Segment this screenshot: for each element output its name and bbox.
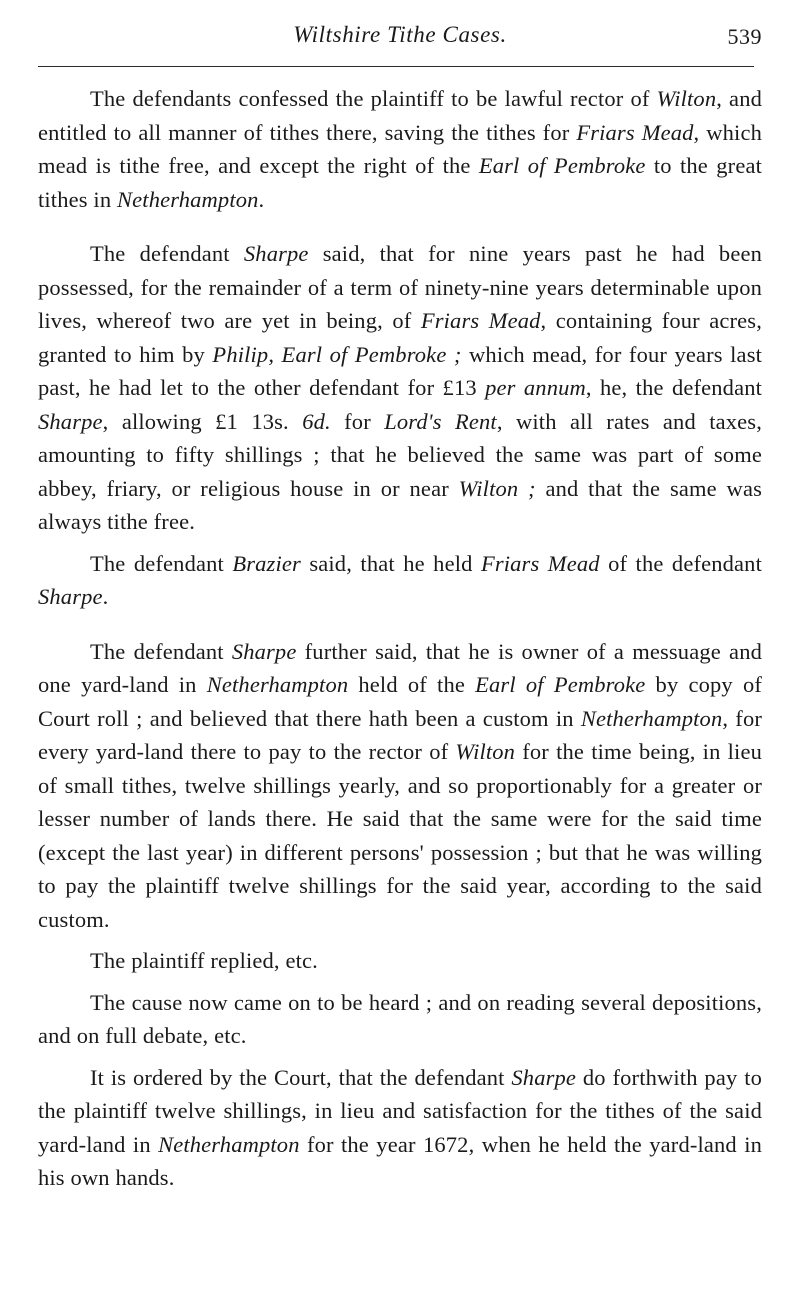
text-run: said, that for nine years past he had been possessed, for the remainder of a term of ninety-nine years determinable upon lives, whereof two are yet in being, of [38, 241, 762, 333]
text-run: , and entitled to all manner of tithes there, saving the tithes for [38, 86, 762, 145]
text-run: The defendant [90, 241, 244, 266]
running-head [38, 18, 762, 58]
italic-text: Friars Mead [576, 119, 694, 145]
text-run: held of the [348, 672, 476, 697]
italic-text: Netherhampton [206, 672, 349, 697]
text-run: , which mead is tithe free, and except the right of the [38, 119, 762, 178]
text-run: , containing four acres, granted to him by [38, 308, 762, 367]
text-run: for the year 1672, when he held the yard-land in his own hands. [38, 1131, 762, 1190]
text-run: The defendant [90, 550, 233, 576]
italic-text: Earl of Pembroke [478, 153, 646, 178]
italic-text: Sharpe [38, 584, 103, 609]
paragraph-sharpe-lease [38, 237, 762, 539]
italic-text: Sharpe [511, 1064, 577, 1090]
text-run: , allowing £1 13s. [102, 408, 303, 434]
italic-text: Earl of Pembroke [475, 672, 646, 697]
italic-text: Sharpe [243, 241, 309, 266]
italic-text: Friars Mead [480, 550, 600, 576]
paragraph-reply [38, 944, 762, 978]
text-run: of the defendant [599, 550, 762, 576]
text-run: , with all rates and taxes, amounting to fifty shillings ; that he believed the same was part of some abbey, friary, or religious house in or near [38, 408, 762, 501]
header-rule [38, 66, 754, 67]
running-title: Wiltshire Tithe Cases. [293, 22, 507, 47]
italic-text: Sharpe [231, 638, 297, 664]
text-run: , he, the defendant [585, 375, 763, 400]
text-run: by copy of Court roll ; and believed that there hath been a custom in [38, 672, 763, 731]
text-run: It is ordered by the Court, that the defendant [90, 1064, 512, 1090]
text-run: for [330, 408, 385, 434]
italic-text: Philip, Earl of Pembroke ; [212, 341, 462, 367]
text-run: said, that he held [300, 550, 481, 576]
paragraph-brazier [38, 547, 762, 614]
text-run: The defendants confessed the plaintiff to be lawful rector of [90, 86, 657, 111]
paragraph-order [38, 1061, 762, 1195]
italic-text: Netherhampton [158, 1131, 300, 1157]
italic-text: Sharpe [38, 408, 103, 434]
body-text [38, 82, 762, 1195]
text-run: The cause now came on to be heard ; and on reading several depositions, and on full debate, etc. [38, 989, 762, 1048]
italic-text: Brazier [232, 550, 301, 576]
italic-text: per annum [485, 375, 586, 400]
paragraph-confession [38, 82, 762, 216]
text-run: The plaintiff replied, etc. [90, 948, 318, 973]
paragraph-hearing [38, 986, 762, 1053]
text-run: which mead, for four years last past, he had let to the other defendant for £13 [38, 341, 762, 400]
text-run: . [102, 584, 109, 609]
text-run: . [258, 186, 265, 212]
paragraph-custom [38, 635, 762, 937]
text-run: , for every yard-land there to pay to the rector of [38, 705, 762, 764]
text-run: further said, that he is owner of a messuage and one yard-land in [38, 638, 762, 697]
italic-text: Friars Mead [420, 308, 541, 333]
text-run: do forthwith pay to the plaintiff twelve shillings, in lieu and satisfaction for the tithes of the said yard-land in [38, 1064, 762, 1157]
page-number: 539 [727, 24, 762, 49]
italic-text: Wilton [656, 86, 717, 111]
italic-text: Netherhampton [117, 186, 259, 212]
italic-text: Wilton ; [458, 475, 536, 501]
text-run: The defendant [90, 638, 232, 664]
text-run: to the great tithes in [38, 153, 762, 212]
text-run: and that the same was always tithe free. [38, 475, 762, 534]
italic-text: Wilton [455, 739, 516, 764]
italic-text: 6d. [302, 408, 331, 434]
italic-text: Lord's Rent [384, 408, 497, 434]
italic-text: Netherhampton [580, 705, 723, 731]
text-run: for the time being, in lieu of small tithes, twelve shillings yearly, and so proportionably for a greater or lesser number of lands there. He said that the same were for the said time (except the last year) in different persons' possession ; but that he was willing to pay the plaintiff twelve shillings for the said year, according to the said custom. [38, 739, 762, 932]
